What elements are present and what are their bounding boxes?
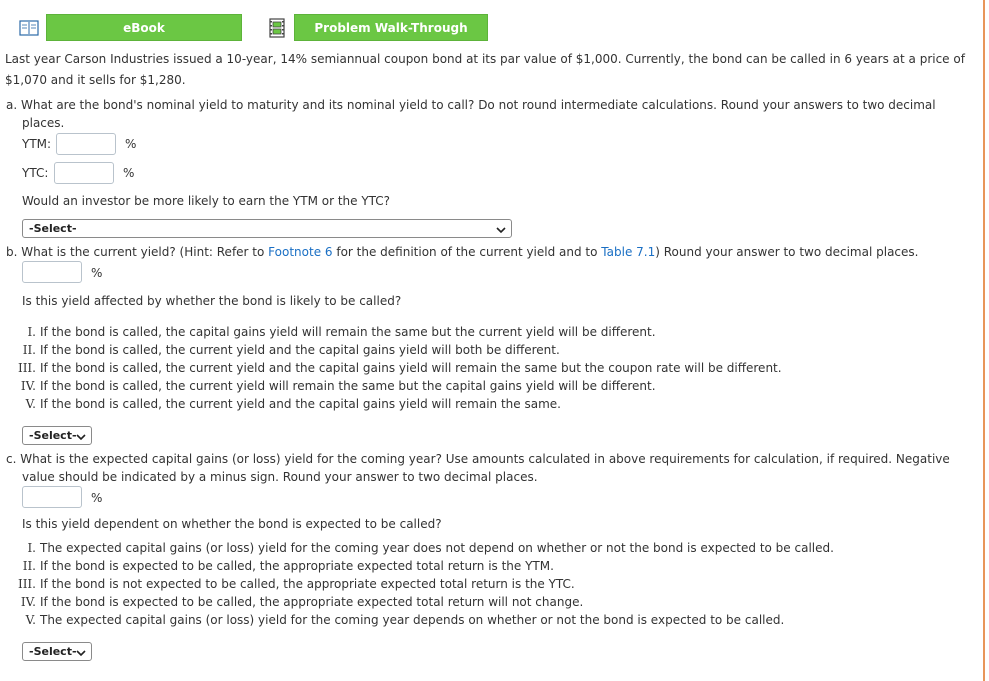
yield-affected-question: Is this yield affected by whether the bond is likely to be called? bbox=[22, 294, 402, 308]
part-c-option-num: II. bbox=[22, 559, 36, 573]
part-b-option-num: II. bbox=[22, 343, 36, 357]
part-b-question-suffix: ) Round your answer to two decimal places. bbox=[655, 245, 919, 259]
yield-dependent-question: Is this yield dependent on whether the bond is expected to be called? bbox=[22, 517, 442, 531]
book-icon bbox=[18, 17, 40, 39]
part-c-option-num: III. bbox=[17, 577, 36, 591]
chevron-down-icon bbox=[76, 431, 86, 444]
capital-gains-percent-sign: % bbox=[91, 491, 103, 505]
intro-line-1: Last year Carson Industries issued a 10-year, 14% semiannual coupon bond at its par value of $1,000. Currently, the bond can be called in 6 years at a price of bbox=[5, 52, 965, 66]
footnote-6-link[interactable]: Footnote 6 bbox=[268, 245, 333, 259]
part-b-question bbox=[6, 245, 918, 259]
part-b-option-num: IV. bbox=[20, 379, 36, 393]
part-b-option-text: If the bond is called, the current yield and the capital gains yield will remain the same. bbox=[40, 397, 561, 411]
part-b-question-prefix: b. What is the current yield? (Hint: Refer to bbox=[6, 245, 269, 259]
part-c-option-num: V. bbox=[25, 613, 36, 627]
part-c-option-text: If the bond is not expected to be called, the appropriate expected total return is the YTC. bbox=[40, 577, 575, 591]
current-yield-percent-sign: % bbox=[91, 266, 103, 280]
ytm-percent-sign: % bbox=[125, 137, 137, 151]
part-b-select[interactable] bbox=[22, 426, 92, 445]
ytc-input[interactable] bbox=[54, 162, 114, 184]
part-c-option-num: I. bbox=[27, 541, 36, 555]
ytc-percent-sign: % bbox=[123, 166, 135, 180]
part-b-option-num: III. bbox=[17, 361, 36, 375]
part-b-option-text: If the bond is called, the capital gains yield will remain the same but the current yield will be different. bbox=[40, 325, 656, 339]
current-yield-input[interactable] bbox=[22, 261, 82, 283]
intro-line-2: $1,070 and it sells for $1,280. bbox=[5, 73, 186, 87]
chevron-down-icon bbox=[496, 224, 506, 237]
part-b-option-num: V. bbox=[25, 397, 36, 411]
ytm-input[interactable] bbox=[56, 133, 116, 155]
part-c-option-num: IV. bbox=[20, 595, 36, 609]
table-7-1-link[interactable]: Table 7.1 bbox=[601, 245, 656, 259]
film-icon bbox=[266, 17, 288, 39]
part-b-option-text: If the bond is called, the current yield and the capital gains yield will both be different. bbox=[40, 343, 560, 357]
part-c-option-text: If the bond is expected to be called, the appropriate expected total return is the YTM. bbox=[40, 559, 554, 573]
investor-question: Would an investor be more likely to earn the YTM or the YTC? bbox=[22, 194, 391, 208]
ytm-ytc-select[interactable] bbox=[22, 219, 512, 238]
part-b-option-num: I. bbox=[27, 325, 36, 339]
part-c-option-text: If the bond is expected to be called, the appropriate expected total return will not change. bbox=[40, 595, 584, 609]
right-edge-border bbox=[983, 0, 985, 681]
problem-walkthrough-label[interactable]: Problem Walk-Through bbox=[294, 14, 488, 41]
part-c-option-text: The expected capital gains (or loss) yield for the coming year does not depend on whether or not the bond is expected to be called. bbox=[40, 541, 834, 555]
part-b-select-value: -Select- bbox=[29, 429, 77, 442]
ytc-label: YTC: bbox=[22, 166, 49, 180]
part-b-option-text: If the bond is called, the current yield and the capital gains yield will remain the same but the coupon rate will be different. bbox=[40, 361, 782, 375]
ytm-label: YTM: bbox=[22, 137, 52, 151]
problem-walkthrough-tab[interactable] bbox=[266, 14, 488, 41]
part-a-question-line-2: places. bbox=[22, 116, 65, 130]
part-c-select-value: -Select- bbox=[29, 645, 77, 658]
ebook-tab[interactable] bbox=[18, 14, 242, 41]
part-c-select[interactable] bbox=[22, 642, 92, 661]
chevron-down-icon bbox=[76, 647, 86, 660]
part-c-option-text: The expected capital gains (or loss) yield for the coming year depends on whether or not the bond is expected to be called. bbox=[40, 613, 785, 627]
part-b-option-text: If the bond is called, the current yield will remain the same but the capital gains yield will be different. bbox=[40, 379, 656, 393]
ytm-ytc-select-value: -Select- bbox=[29, 222, 77, 235]
capital-gains-yield-input[interactable] bbox=[22, 486, 82, 508]
part-a-question-line-1: a. What are the bond's nominal yield to maturity and its nominal yield to call? Do not round intermediate calculations. Round your answers to two decimal bbox=[6, 98, 936, 112]
part-c-question-line-1: c. What is the expected capital gains (or loss) yield for the coming year? Use amounts calculated in above requirements for calculation, if required. Negative bbox=[6, 452, 950, 466]
part-b-question-mid: for the definition of the current yield and to bbox=[332, 245, 602, 259]
part-c-question-line-2: value should be indicated by a minus sign. Round your answer to two decimal places. bbox=[22, 470, 538, 484]
ebook-label[interactable]: eBook bbox=[46, 14, 242, 41]
